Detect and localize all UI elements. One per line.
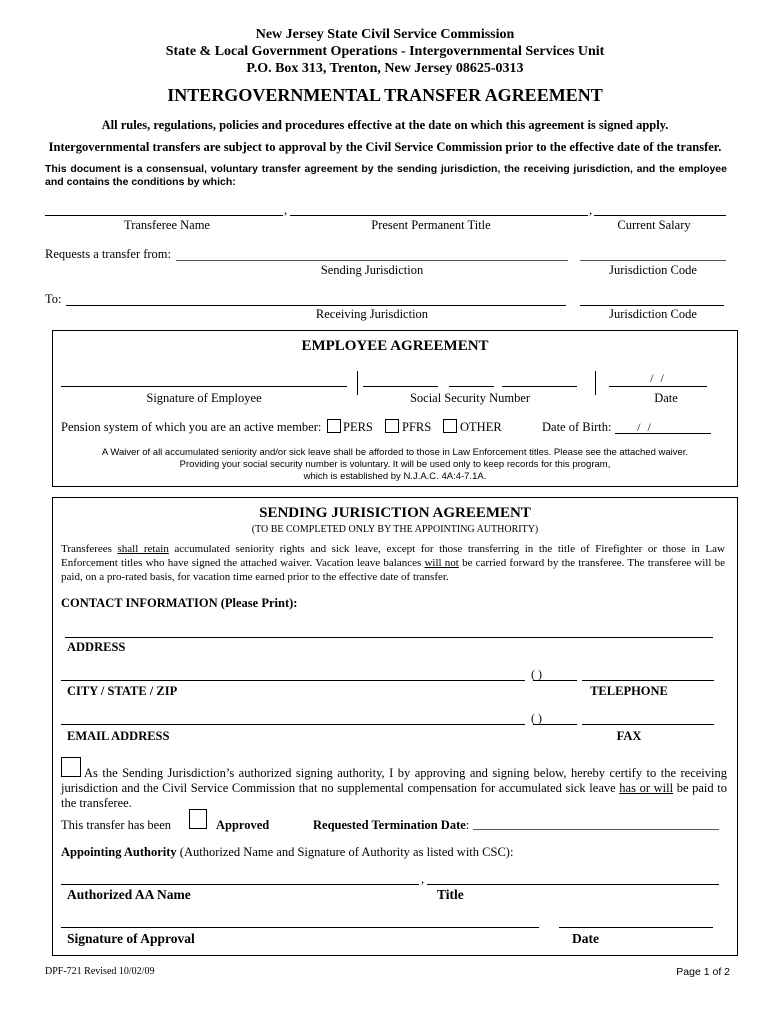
divider xyxy=(357,371,358,395)
sending-agreement-section xyxy=(52,497,738,956)
ssn-part-2[interactable] xyxy=(449,386,494,387)
pfrs-checkbox[interactable] xyxy=(385,419,399,433)
city-state-zip-field[interactable] xyxy=(61,680,525,681)
dob-slashes: / / xyxy=(637,420,653,434)
certification-paragraph: As the Sending Jurisdiction’s authorized signing authority, I by approving and signing below, hereby certify to the receiving jurisdiction and the Civil Service Commission that no supplemental compensation for accumulated sick leave has or will be paid to the transferee. xyxy=(61,766,728,810)
other-checkbox[interactable] xyxy=(443,419,457,433)
aa-title-label: Title xyxy=(437,887,464,902)
pension-label: Pension system of which you are an active member: xyxy=(61,420,322,434)
pfrs-label: PFRS xyxy=(402,420,432,434)
sending-agreement-heading: SENDING JURISICTION AGREEMENT xyxy=(259,505,531,521)
page-title: INTERGOVERNMENTAL TRANSFER AGREEMENT xyxy=(167,85,603,105)
waiver-line-3: which is established by N.J.A.C. 4A:4-7.1A. xyxy=(303,471,487,482)
telephone-label: TELEPHONE xyxy=(590,684,668,698)
approved-checkbox[interactable] xyxy=(189,809,207,829)
sending-jurisdiction-field[interactable] xyxy=(176,260,568,261)
comma-3: , xyxy=(421,871,425,886)
header-unit: State & Local Government Operations - Intergovernmental Services Unit xyxy=(165,44,605,59)
present-title-field[interactable] xyxy=(290,215,588,216)
header-agency: New Jersey State Civil Service Commission xyxy=(255,27,515,42)
intro-rule-3: This document is a consensual, voluntary transfer agreement by the sending jurisdiction, the receiving jurisdiction, and the employee and contains the conditions by which: xyxy=(45,163,727,188)
address-label: ADDRESS xyxy=(67,640,126,654)
pers-checkbox[interactable] xyxy=(327,419,341,433)
receiving-jurisdiction-field[interactable] xyxy=(66,305,566,306)
receiving-jurisdiction-label: Receiving Jurisdiction xyxy=(315,307,429,321)
employee-signature-field[interactable] xyxy=(61,386,347,387)
dob-label: Date of Birth: xyxy=(542,420,612,434)
present-title-label: Present Permanent Title xyxy=(371,218,491,232)
receiving-code-field[interactable] xyxy=(580,305,724,306)
intro-rule-1: All rules, regulations, policies and procedures effective at the date on which this agreement is signed apply. xyxy=(101,118,669,132)
sending-policy-paragraph: Transferees shall retain accumulated seniority rights and sick leave, except for those transferring in the title of Firefighter or those in Law Enforcement titles who have signed the attached waiver. Vacation leave balances will not be carried forward by the transferee. The transferee will be paid, on a pro-rated basis, for vacation time earned prior to the effective date of transfer. xyxy=(61,543,725,583)
address-field[interactable] xyxy=(65,637,713,638)
aa-title-field[interactable] xyxy=(427,884,719,885)
fax-field[interactable] xyxy=(582,724,714,725)
email-label: EMAIL ADDRESS xyxy=(67,729,170,743)
header-address: P.O. Box 313, Trenton, New Jersey 08625-0313 xyxy=(246,61,524,76)
divider xyxy=(595,371,596,395)
approved-label: Approved xyxy=(216,818,270,832)
sending-jurisdiction-label: Sending Jurisdiction xyxy=(320,263,424,277)
approval-date-label: Date xyxy=(572,931,599,946)
current-salary-field[interactable] xyxy=(594,215,726,216)
ssn-label: Social Security Number xyxy=(409,391,531,405)
comma-2: , xyxy=(589,202,593,217)
sending-code-field[interactable] xyxy=(580,260,726,261)
telephone-field[interactable] xyxy=(582,680,714,681)
ssn-part-3[interactable] xyxy=(502,386,577,387)
employee-date-label: Date xyxy=(654,391,678,405)
employee-signature-label: Signature of Employee xyxy=(146,391,262,405)
telephone-area-field[interactable] xyxy=(533,680,577,681)
pers-label: PERS xyxy=(343,420,373,434)
waiver-line-1: A Waiver of all accumulated seniority and/or sick leave shall be afforded to those in Law Enforcement titles. Please see the attached waiver. xyxy=(101,447,689,458)
intro-rule-2: Intergovernmental transfers are subject to approval by the Civil Service Commission prior to the effective date of the transfer. xyxy=(48,140,722,154)
appointing-authority-label: Appointing Authority (Authorized Name and Signature of Authority as listed with CSC): xyxy=(61,845,514,859)
transferee-name-label: Transferee Name xyxy=(124,218,210,232)
employee-agreement-section xyxy=(52,330,738,487)
signature-of-approval-field[interactable] xyxy=(61,927,539,928)
other-label: OTHER xyxy=(460,420,502,434)
to-label: To: xyxy=(45,292,62,306)
transferee-name-field[interactable] xyxy=(45,215,283,216)
email-field[interactable] xyxy=(61,724,525,725)
city-state-zip-label: CITY / STATE / ZIP xyxy=(67,684,178,698)
aa-name-label: Authorized AA Name xyxy=(67,887,191,902)
page-number: Page 1 of 2 xyxy=(676,966,730,978)
waiver-line-2: Providing your social security number is voluntary. It will be used only to keep records for this program, xyxy=(179,459,611,470)
termination-date-field[interactable] xyxy=(473,829,719,830)
from-label: Requests a transfer from: xyxy=(45,247,172,261)
fax-area-code: ( ) xyxy=(531,711,542,725)
fax-label: FAX xyxy=(616,729,642,743)
telephone-area-code: ( ) xyxy=(531,667,542,681)
sending-agreement-subheading: (TO BE COMPLETED ONLY BY THE APPOINTING AUTHORITY) xyxy=(251,524,539,535)
comma-1: , xyxy=(284,202,288,217)
transfer-status-label: This transfer has been xyxy=(61,818,172,832)
signature-of-approval-label: Signature of Approval xyxy=(67,931,195,946)
ssn-part-1[interactable] xyxy=(363,386,438,387)
contact-info-heading: CONTACT INFORMATION (Please Print): xyxy=(61,596,298,610)
employee-date-slashes: / / xyxy=(650,371,666,385)
termination-date-label-wrap: Requested Termination Date: xyxy=(313,818,470,832)
form-id: DPF-721 Revised 10/02/09 xyxy=(45,966,155,977)
fax-area-field[interactable] xyxy=(533,724,577,725)
current-salary-label: Current Salary xyxy=(617,218,691,232)
receiving-code-label: Jurisdiction Code xyxy=(609,307,697,321)
aa-name-field[interactable] xyxy=(61,884,419,885)
approval-date-field[interactable] xyxy=(559,927,713,928)
employee-date-field[interactable] xyxy=(609,386,707,387)
sending-code-label: Jurisdiction Code xyxy=(609,263,697,277)
employee-agreement-heading: EMPLOYEE AGREEMENT xyxy=(301,338,489,354)
